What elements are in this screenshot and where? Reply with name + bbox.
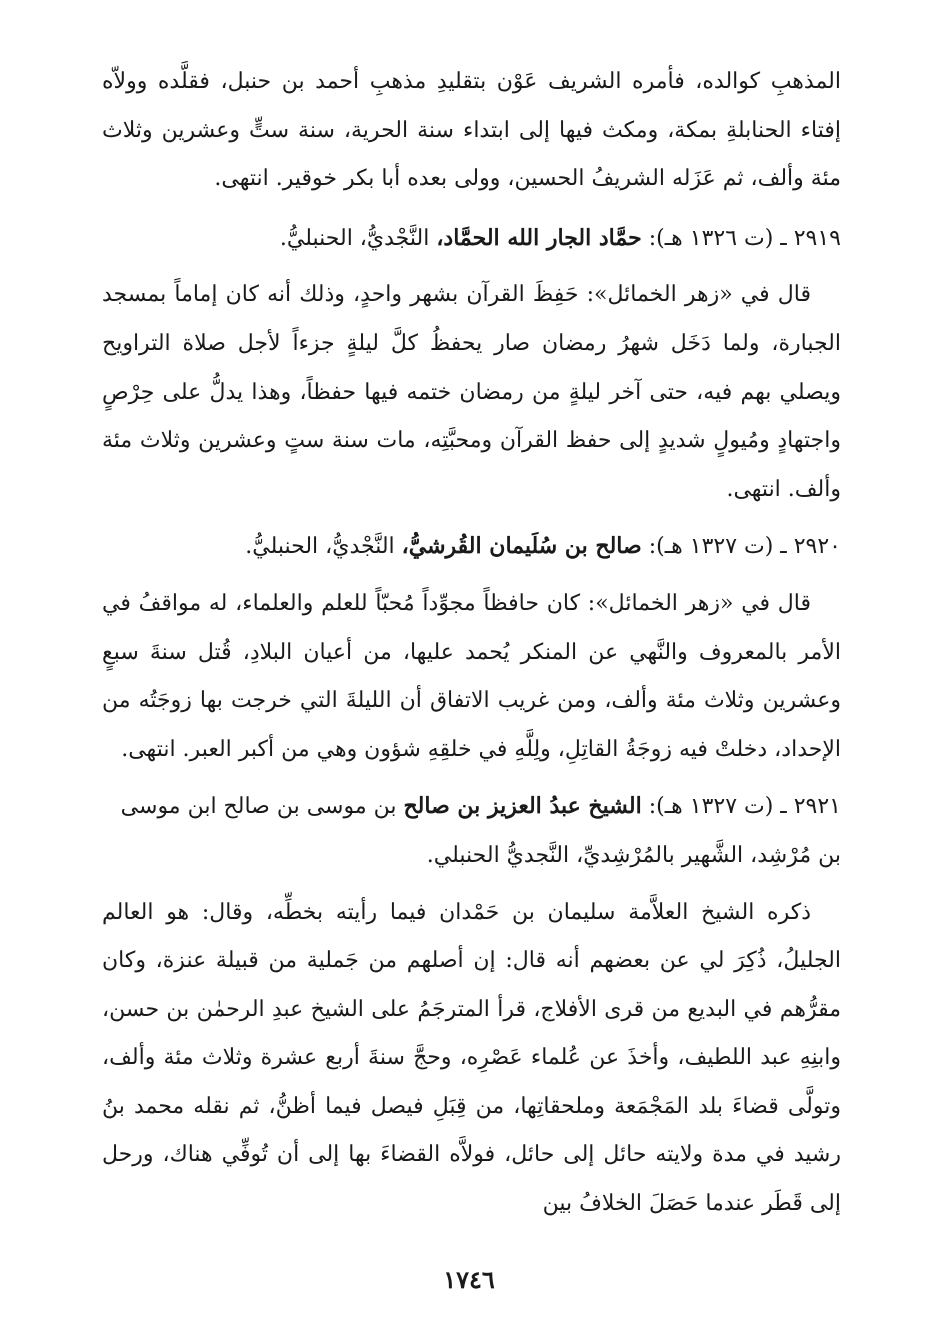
- entry-number: ٢٩١٩ ـ (ت ١٣٢٦ هـ):: [648, 225, 841, 251]
- page-body: [102, 58, 841, 1297]
- entry-body-2921: ذكره الشيخ العلاَّمة سليمان بن حَمْدان فيما رأيته بخطِّه، وقال: هو العالم الجليلُ، ذُكِرَ لي عن بعضهم أنه قال: إن أصلهم من جَملية من قبيلة عنزة، وكان مقرُّهم في البديع من قرى الأفلاج، قرأ المترجَمُ على الشيخ عبدِ الرحمٰن بن حسن، وابنِهِ عبد اللطيف، وأخذَ عن عُلماء عَصْرِه، وحجَّ سنةَ أربع عشرة وثلاث مئة وألف، وتولَّى قضاءَ بلد المَجْمَعة وملحقاتِها، من قِبَلِ فيصل فيما أظنُّ، ثم نقله محمد بنُ رشيد في مدة ولايته حائل إلى حائل، فولاَّه القضاءَ بها إلى أن تُوفِّي هناك، ورحل إلى قَطَر عندما حَصَلَ الخلافُ بين: [102, 899, 841, 1217]
- entry-body-2919: قال في «زهر الخمائل»: حَفِظَ القرآن بشهر واحدٍ، وذلك أنه كان إماماً بمسجد الجبارة، ولما دَخَل شهرُ رمضان صار يحفظُ كلَّ ليلةٍ جزءاً لأجل صلاة التراويح ويصلي بهم فيه، حتى آخر ليلةٍ من رمضان ختمه فيها حفظاً، وهذا يدلُّ على حِرْصٍ واجتهادٍ ومُيولٍ شديدٍ إلى حفظ القرآن ومحبَّتِه، مات سنة ستٍ وعشرين وثلاث مئة وألف. انتهى.: [102, 282, 841, 502]
- entry-heading-2920: [102, 522, 841, 572]
- entry-number: ٢٩٢١ ـ (ت ١٣٢٧ هـ):: [648, 794, 841, 820]
- entry-number: ٢٩٢٠ ـ (ت ١٣٢٧ هـ):: [648, 534, 841, 560]
- entry-nisba: النَّجْديُّ، الحنبليُّ.: [245, 534, 402, 560]
- entry-name: الشيخ عبدُ العزيز بن صالح: [403, 793, 642, 820]
- paragraph-continuation: المذهبِ كوالده، فأمره الشريف عَوْن بتقليدِ مذهبِ أحمد بن حنبل، فقلَّده وولاّه إفتاء الحنابلةِ بمكة، ومكث فيها إلى ابتداء سنة الحرية، سنة ستٍّ وعشرين وثلاث مئة وألف، ثم عَزَله الشريفُ الحسين، وولى بعده أبا بكر خوقير. انتهى.: [102, 69, 841, 192]
- entry-heading-2921: [102, 782, 841, 880]
- entry-nisba: النَّجْديُّ، الحنبليُّ.: [279, 225, 437, 251]
- page-number: ١٧٤٦: [443, 1265, 495, 1294]
- entry-nisba: بن موسى بن صالح ابن موسى بن مُرْشِد، الشَّهير بالمُرْشِديِّ، النَّجديُّ الحنبلي.: [120, 794, 841, 868]
- entry-body-2920: قال في «زهر الخمائل»: كان حافظاً مجوِّداً مُحبّاً للعلم والعلماء، له مواقفُ في الأمر بالمعروف والنَّهي عن المنكر يُحمد عليها، من أعيان البلادِ، قُتل سنةَ سبعٍ وعشرين وثلاث مئة وألف، ومن غريب الاتفاق أن الليلةَ التي خرجت بها زوجَتُه من الإحداد، دخلتْ فيه زوجَةُ القاتِلِ، ولِلَّهِ في خلقِهِ شؤون وهي من أكبر العبر. انتهى.: [102, 590, 841, 762]
- entry-heading-2919: [102, 214, 841, 264]
- entry-name: حمَّاد الجار الله الحمَّاد،: [436, 224, 642, 251]
- entry-name: صالح بن سُلَيمان القُرشيُّ،: [401, 533, 642, 560]
